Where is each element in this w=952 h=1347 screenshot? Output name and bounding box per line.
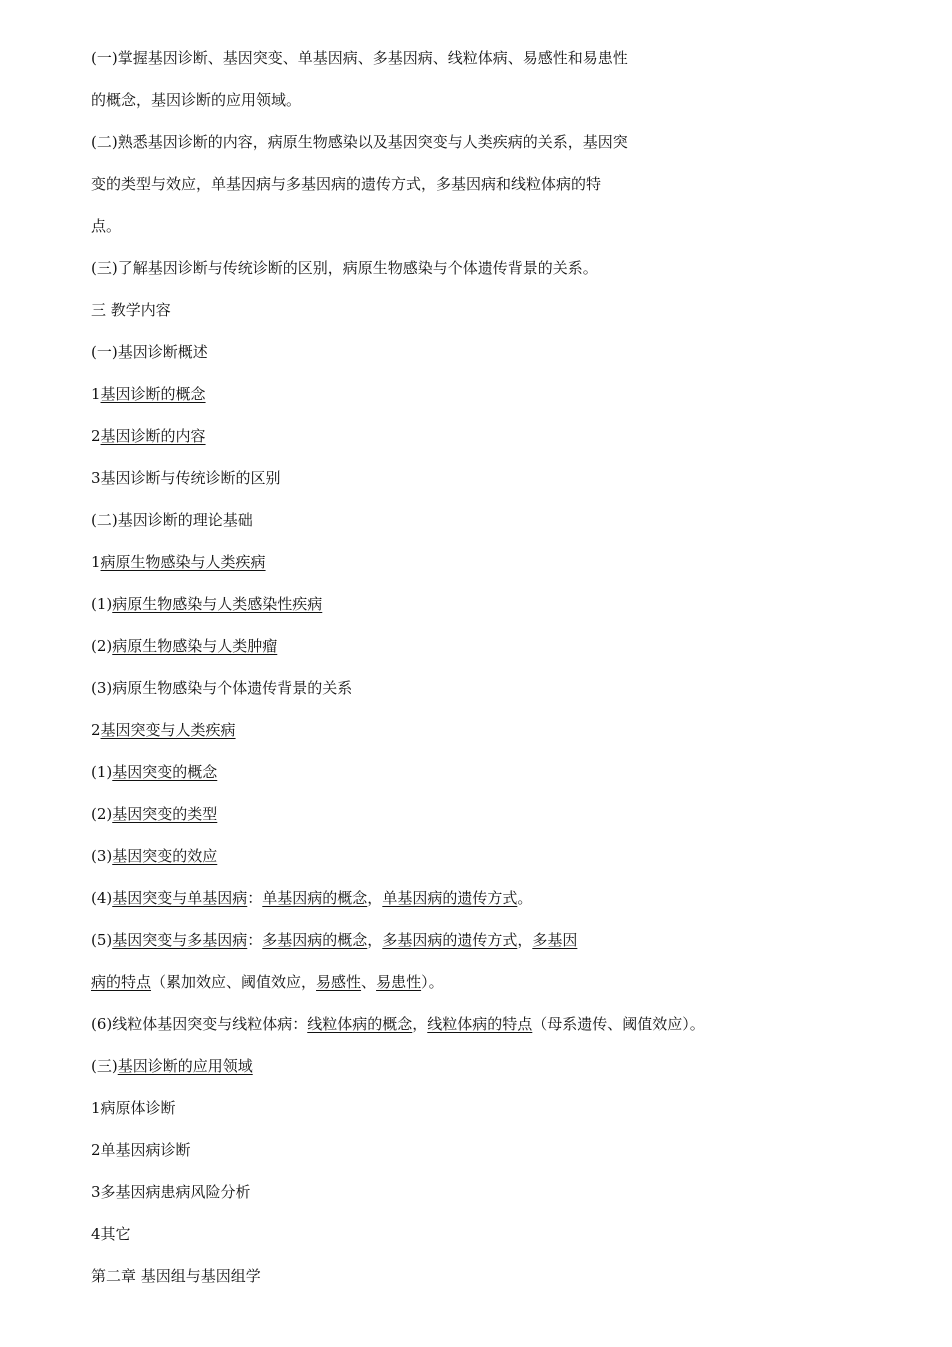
underlined-text: 多基因病的遗传方式 bbox=[382, 931, 518, 949]
list-item bbox=[91, 384, 206, 404]
chapter-heading bbox=[91, 1266, 261, 1286]
text-segment: (6)线粒体基因突变与线粒体病： bbox=[91, 1015, 308, 1033]
list-item bbox=[91, 804, 217, 824]
underlined-text: 基因突变与人类疾病 bbox=[100, 721, 236, 739]
underlined-text: 基因诊断的概念 bbox=[100, 385, 206, 403]
text-segment: (一)掌握基因诊断、基因突变、单基因病、多基因病、线粒体病、易感性和易患性 bbox=[91, 49, 628, 67]
text-segment: ， bbox=[412, 1015, 428, 1033]
list-item bbox=[91, 678, 352, 698]
text-line bbox=[91, 258, 598, 278]
text-segment: (1) bbox=[91, 595, 113, 613]
text-segment: 1 bbox=[91, 385, 101, 403]
list-item bbox=[91, 1014, 705, 1034]
underlined-text: 病原生物感染与人类疾病 bbox=[100, 553, 266, 571]
underlined-text: 多基因 bbox=[532, 931, 578, 949]
text-segment: ： bbox=[247, 931, 263, 949]
underlined-text: 基因突变的概念 bbox=[112, 763, 218, 781]
list-item bbox=[91, 720, 236, 740]
list-item bbox=[91, 972, 444, 992]
text-segment: 3多基因病患病风险分析 bbox=[91, 1183, 251, 1201]
text-segment: (3) bbox=[91, 847, 113, 865]
text-segment: ， bbox=[517, 931, 533, 949]
list-item bbox=[91, 1182, 251, 1202]
list-item bbox=[91, 762, 217, 782]
list-item bbox=[91, 636, 277, 656]
underlined-text: 基因诊断的应用领域 bbox=[117, 1057, 253, 1075]
list-item bbox=[91, 552, 266, 572]
text-segment: 1病原体诊断 bbox=[91, 1099, 176, 1117]
text-segment: (4) bbox=[91, 889, 113, 907]
text-segment: (3)病原生物感染与个体遗传背景的关系 bbox=[91, 679, 353, 697]
underlined-text: 病的特点 bbox=[91, 973, 152, 991]
text-segment: (5) bbox=[91, 931, 113, 949]
text-segment: (三) bbox=[91, 1057, 118, 1075]
text-segment: （累加效应、阈值效应， bbox=[151, 973, 317, 991]
text-segment: ， bbox=[367, 889, 383, 907]
text-segment: ： bbox=[247, 889, 263, 907]
text-segment: (1) bbox=[91, 763, 113, 781]
text-line bbox=[91, 216, 121, 236]
text-line bbox=[91, 174, 601, 194]
text-segment: (2) bbox=[91, 637, 113, 655]
subsection-heading bbox=[91, 1056, 253, 1076]
text-segment: (三)了解基因诊断与传统诊断的区别，病原生物感染与个体遗传背景的关系。 bbox=[91, 259, 598, 277]
list-item bbox=[91, 1140, 191, 1160]
underlined-text: 基因突变与单基因病 bbox=[112, 889, 248, 907]
underlined-text: 基因突变的效应 bbox=[112, 847, 218, 865]
list-item bbox=[91, 426, 206, 446]
text-segment: 2单基因病诊断 bbox=[91, 1141, 191, 1159]
underlined-text: 基因突变的类型 bbox=[112, 805, 218, 823]
list-item bbox=[91, 594, 322, 614]
text-segment: ）。 bbox=[421, 973, 444, 991]
text-segment: 三 教学内容 bbox=[91, 301, 171, 319]
underlined-text: 易患性 bbox=[376, 973, 422, 991]
text-segment: (二)熟悉基因诊断的内容，病原生物感染以及基因突变与人类疾病的关系，基因突 bbox=[91, 133, 628, 151]
text-segment: ， bbox=[367, 931, 383, 949]
text-segment: 变的类型与效应，单基因病与多基因病的遗传方式，多基因病和线粒体病的特 bbox=[91, 175, 602, 193]
text-segment: (一)基因诊断概述 bbox=[91, 343, 208, 361]
list-item bbox=[91, 1098, 176, 1118]
underlined-text: 易感性 bbox=[316, 973, 362, 991]
text-segment: 。 bbox=[517, 889, 533, 907]
text-segment: 、 bbox=[361, 973, 377, 991]
text-segment: 点。 bbox=[91, 217, 122, 235]
list-item bbox=[91, 930, 577, 950]
underlined-text: 多基因病的概念 bbox=[262, 931, 368, 949]
subsection-heading bbox=[91, 342, 208, 362]
text-segment: 3基因诊断与传统诊断的区别 bbox=[91, 469, 281, 487]
text-segment: 的概念，基因诊断的应用领域。 bbox=[91, 91, 302, 109]
underlined-text: 病原生物感染与人类肿瘤 bbox=[112, 637, 278, 655]
text-segment: 第二章 基因组与基因组学 bbox=[91, 1267, 261, 1285]
list-item bbox=[91, 846, 217, 866]
text-segment: 2 bbox=[91, 427, 101, 445]
text-segment: 4其它 bbox=[91, 1225, 131, 1243]
list-item bbox=[91, 1224, 131, 1244]
text-segment: 2 bbox=[91, 721, 101, 739]
text-line bbox=[91, 132, 628, 152]
text-line bbox=[91, 48, 628, 68]
text-segment: （母系遗传、阈值效应）。 bbox=[532, 1015, 705, 1033]
underlined-text: 病原生物感染与人类感染性疾病 bbox=[112, 595, 323, 613]
underlined-text: 单基因病的概念 bbox=[262, 889, 368, 907]
list-item bbox=[91, 468, 281, 488]
underlined-text: 线粒体病的特点 bbox=[427, 1015, 533, 1033]
underlined-text: 基因诊断的内容 bbox=[100, 427, 206, 445]
subsection-heading bbox=[91, 510, 253, 530]
underlined-text: 基因突变与多基因病 bbox=[112, 931, 248, 949]
text-line bbox=[91, 90, 301, 110]
text-segment: (二)基因诊断的理论基础 bbox=[91, 511, 253, 529]
text-segment: (2) bbox=[91, 805, 113, 823]
text-segment: 1 bbox=[91, 553, 101, 571]
section-heading bbox=[91, 300, 171, 320]
list-item bbox=[91, 888, 532, 908]
underlined-text: 单基因病的遗传方式 bbox=[382, 889, 518, 907]
underlined-text: 线粒体病的概念 bbox=[307, 1015, 413, 1033]
